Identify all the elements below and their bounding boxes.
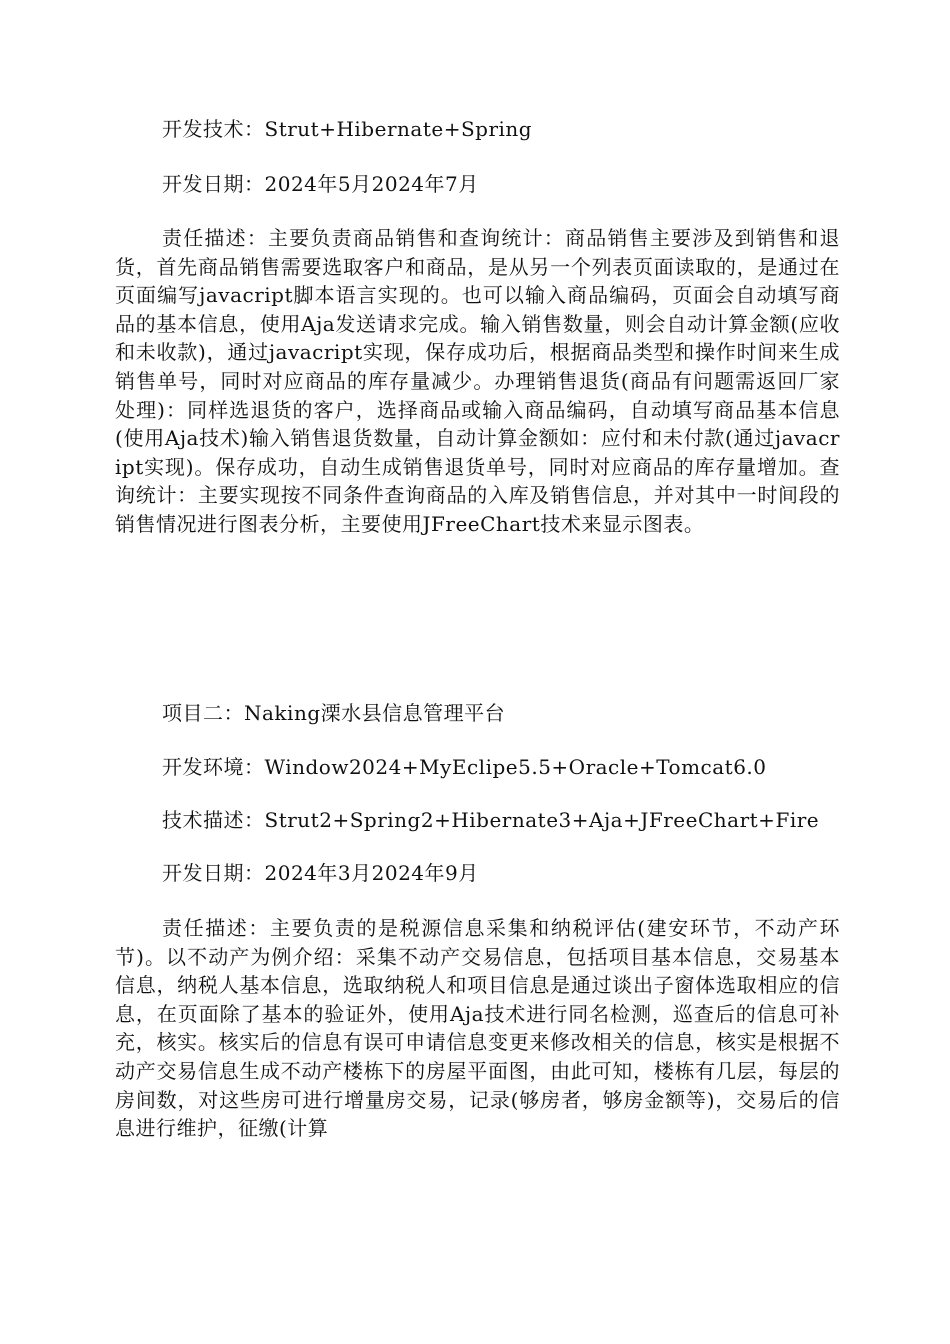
project1-dev-date: 开发日期：2024年5月2024年7月 xyxy=(162,172,479,196)
project2-title: 项目二：Naking溧水县信息管理平台 xyxy=(162,701,506,725)
project2-dev-date: 开发日期：2024年3月2024年9月 xyxy=(162,861,479,885)
project1-responsibility: 责任描述：主要负责商品销售和查询统计：商品销售主要涉及到销售和退货，首先商品销售需要选取客户和商品，是从另一个列表页面读取的，是通过在页面编写javacript脚本语言实现的。也可以输入商品编码，页面会自动填写商品的基本信息，使用Aja发送请求完成。输入销售数量，则会自动计算金额(应收和未收款)，通过javacript实现，保存成功后，根据商品类型和操作时间来生成销售单号，同时对应商品的库存量减少。办理销售退货(商品有问题需返回厂家处理)：同样选退货的客户，选择商品或输入商品编码，自动填写商品基本信息(使用Aja技术)输入销售退货数量，自动计算金额如：应付和未付款(通过javacript实现)。保存成功，自动生成销售退货单号，同时对应商品的库存量增加。查询统计：主要实现按不同条件查询商品的入库及销售信息，并对其中一时间段的销售情况进行图表分析，主要使用JFreeChart技术来显示图表。 xyxy=(115,226,840,536)
project2-responsibility: 责任描述：主要负责的是税源信息采集和纳税评估(建安环节，不动产环节)。以不动产为例介绍：采集不动产交易信息，包括项目基本信息，交易基本信息，纳税人基本信息，选取纳税人和项目信息是通过谈出子窗体选取相应的信息，在页面除了基本的验证外，使用Aja技术进行同名检测，巡查后的信息可补充，核实。核实后的信息有误可申请信息变更来修改相关的信息，核实是根据不动产交易信息生成不动产楼栋下的房屋平面图，由此可知，楼栋有几层，每层的房间数，对这些房可进行增量房交易，记录(够房者，够房金额等)，交易后的信息进行维护，征缴(计算 xyxy=(115,916,840,1141)
project1-dev-tech: 开发技术：Strut+Hibernate+Spring xyxy=(162,117,533,141)
project2-tech-desc: 技术描述：Strut2+Spring2+Hibernate3+Aja+JFreeChart+Fire xyxy=(162,808,820,832)
project2-dev-env: 开发环境：Window2024+MyEclipe5.5+Oracle+Tomcat6.0 xyxy=(162,755,767,779)
